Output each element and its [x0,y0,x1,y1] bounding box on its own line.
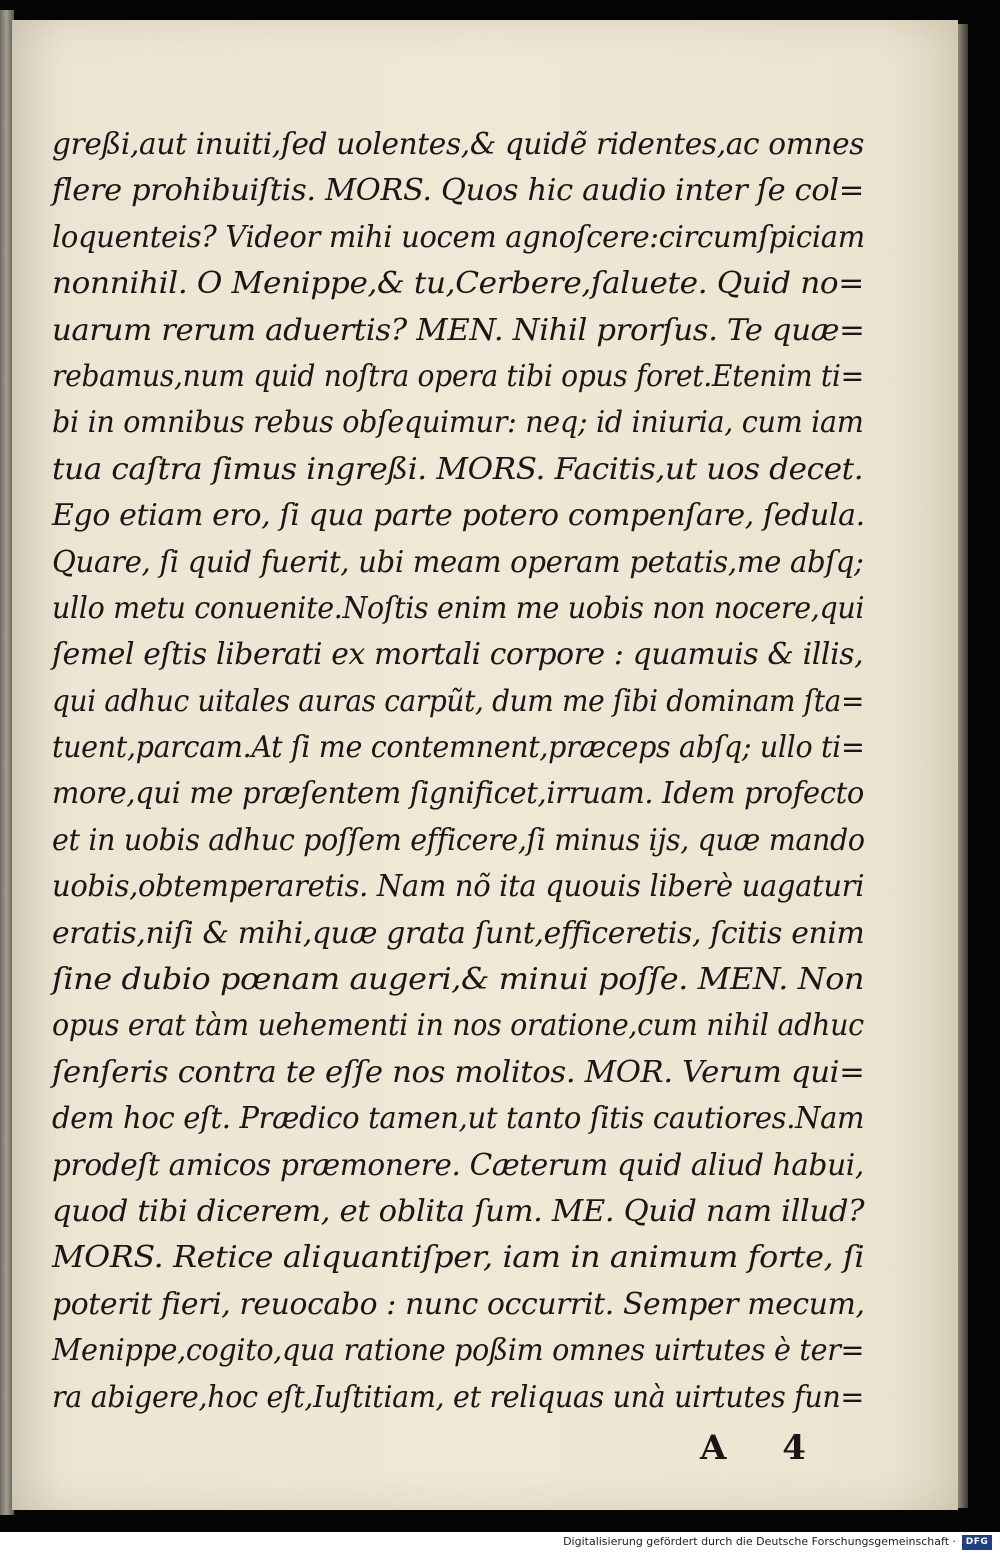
footer-bar [0,1532,1000,1554]
text-line: ra abigere,hoc eſt,Iuſtitiam, et reliquas unà uirtutes fun= [52,1379,865,1415]
page-edge [958,24,968,1508]
text-line: prodeſt amicos præmonere. Cæterum quid aliud habui, [52,1147,864,1183]
funding-credit: Digitalisierung gefördert durch die Deutsche Forschungsgemeinschaft · [563,1535,956,1548]
text-block [52,122,872,1421]
text-line: Quare, ſi quid fuerit, ubi meam operam petatis,me abſq; [52,544,864,580]
text-line: quod tibi dicerem, et oblita ſum. ME. Quid nam illud? [52,1193,865,1229]
text-line: ſine dubio pœnam augeri,& minui poſſe. MEN. Non [52,962,865,998]
text-line: greßi,aut inuiti,ſed uolentes,& quidẽ ridentes,ac omnes [52,127,865,162]
text-line: rebamus,num quid noſtra opera tibi opus foret.Etenim ti= [52,358,864,394]
text-line: et in uobis adhuc poſſem efficere,ſi minus ijs, quæ mando [52,822,865,858]
signature-mark: A 4 [700,1428,828,1468]
text-line: nonnihil. O Menippe,& tu,Cerbere,ſaluete. Quid no= [52,266,865,302]
text-line: MORS. Retice aliquantiſper, iam in animum forte, ſi [52,1240,865,1276]
text-line: uarum rerum aduertis? MEN. Nihil prorſus. Te quæ= [52,312,865,348]
text-line: opus erat tàm uehementi in nos oratione,cum nihil adhuc [52,1008,864,1044]
text-line: qui adhuc uitales auras carpũt, dum me ſibi dominam ſta= [52,683,865,719]
dfg-logo-icon: DFG [962,1535,992,1550]
text-line: flere prohibuiſtis. MORS. Quos hic audio inter ſe col= [52,173,864,209]
text-line: Ego etiam ero, ſi qua parte potero compenſare, ſedula. [52,498,865,534]
text-line: Menippe,cogito,qua ratione poßim omnes uirtutes è ter= [52,1333,865,1369]
text-line: dem hoc eſt. Prædico tamen,ut tanto ſitis cautiores.Nam [52,1101,865,1137]
text-line: bi in omnibus rebus obſequimur: neq; id iniuria, cum iam [52,405,864,441]
text-line: loquenteis? Videor mihi uocem agnoſcere:circumſpiciam [52,219,865,255]
text-line: uobis,obtemperaretis. Nam nõ ita quouis liberè uagaturi [52,869,865,905]
text-line: ullo metu conuenite.Noſtis enim me uobis non nocere,qui [52,590,865,626]
text-line: ſemel eſtis liberati ex mortali corpore : quamuis & illis, [52,637,864,673]
text-line: ſenſeris contra te eſſe nos molitos. MOR. Verum qui= [52,1054,865,1090]
text-line: tuent,parcam.At ſi me contemnent,præceps abſq; ullo ti= [52,730,865,766]
text-line: tua caſtra ſimus ingreßi. MORS. Facitis,ut uos decet. [52,451,864,487]
text-line: eratis,niſi & mihi,quæ grata ſunt,efficeretis, ſcitis enim [52,915,865,951]
text-line: poterit fieri, reuocabo : nunc occurrit. Semper mecum, [52,1286,865,1322]
text-line: more,qui me præſentem ſignificet,irruam. Idem profecto [52,776,865,812]
